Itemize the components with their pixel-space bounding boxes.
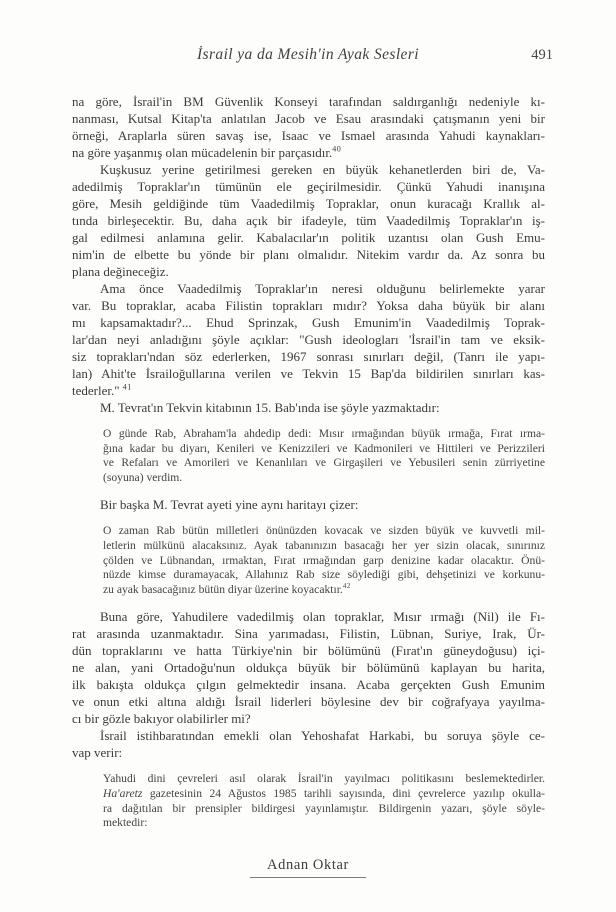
text-line: çölden ve Lübnandan, ırmaktan, Fırat ırmağından garp denizine kadar olacaktır. Önü- xyxy=(103,553,545,567)
text-line: O zaman Rab bütün milletleri önünüzden kovacak ve sizden büyük ve kuvvetli mil- xyxy=(103,524,545,538)
text-line: ğına kadar bu diyarı, Kenileri ve Kenizzileri ve Kadmonileri ve Hittileri ve Perizzileri xyxy=(103,441,545,455)
footnote-marker: 40 xyxy=(332,144,342,154)
text-line: Buna göre, Yahudilere vadedilmiş olan topraklar, Mısır ırmağı (Nil) ile Fı- xyxy=(100,609,545,625)
text-line: Yahudi dini çevreleri asıl olarak İsrail'in yayılmacı politikasını beslemektedirler. xyxy=(103,772,545,786)
text-line: Bir başka M. Tevrat ayeti yine aynı haritayı çizer: xyxy=(100,497,359,513)
text-line: lar'dan neyi anladığını şöyle açıklar: "Gush ideologları 'İsrail'in tam ve eksik- xyxy=(72,332,545,347)
text-line: mektedir: xyxy=(103,816,148,830)
text-line: örneği, Araplarla süren savaş ise, Isaac ve Ismael arasında Yahudi kaynakları- xyxy=(72,128,545,143)
text-line: gal edilmesi anlamına gelir. Kabalacılar'ın politik uzantısı olan Gush Emu- xyxy=(72,230,545,245)
text-line: Ama önce Vaadedilmiş Topraklar'ın neresi olduğunu belirlemekte yarar xyxy=(100,281,545,296)
text-line: tederler." $^{41}$ xyxy=(72,382,132,398)
footnote-marker: 41 xyxy=(122,382,132,392)
text-line: ne alan, yani Ortadoğu'nun oldukça büyük bir bölümünü kaplayan bu harita, xyxy=(72,660,545,676)
page-footer xyxy=(0,856,616,878)
page-body xyxy=(72,93,545,842)
paragraph xyxy=(72,161,545,280)
page-header xyxy=(0,46,616,68)
text-line: (soyuna) verdim. xyxy=(103,470,183,484)
paragraph xyxy=(72,608,545,727)
text-line: Ha'aretz gazetesinin 24 Ağustos 1985 tarihli sayısında, dini çevrelerce yazılıp okulla- xyxy=(103,786,545,800)
text-line: var. Bu topraklar, acaba Filistin toprakları mıdır? Yoksa daha büyük bir alanı xyxy=(72,298,545,313)
paragraph xyxy=(72,496,545,513)
block-quote xyxy=(103,772,545,830)
text-line: ilk bakışta oldukça çılgın gelmektedir insana. Acaba gerçekten Gush Emunim xyxy=(72,677,545,693)
text-line: dün topraklarını ve hatta Türkiye'nin bir bölümünü (Fırat'ın güneydoğusu) içi- xyxy=(72,643,545,659)
text-line: nim'in de elbette bu yönde bir planı olmalıdır. Nitekim vardır da. Az sonra bu xyxy=(72,247,545,262)
text-line: adedilmiş Topraklar'ın tümünün ele geçirilmesidir. Çünkü Yahudi inanışına xyxy=(72,179,545,194)
text-line: zu ayak basacağınız bütün diyar üzerine koyacaktır.$^{42}$ xyxy=(103,582,351,596)
text-line: tında birleşecektir. Bu, daha açık bir ifadeyle, tüm Vaadedilmiş Topraklar'ın iş- xyxy=(72,213,545,228)
text-line: plana değineceğiz. xyxy=(72,264,169,279)
author-name: Adnan Oktar xyxy=(250,857,366,878)
page-number: 491 xyxy=(531,47,553,63)
paragraph xyxy=(72,727,545,761)
text-line: rat arasında uzanmaktadır. Sina yarımadası, Filistin, Lübnan, Suriye, Irak, Ür- xyxy=(72,626,545,642)
text-line: ve onun etki altına aldığı İsrail liderleri böylesine dev bir coğrafyaya yayılma- xyxy=(72,694,545,710)
text-line: cı bir gözle bakıyor olabilirler mi? xyxy=(72,711,251,727)
text-line: na göre, İsrail'in BM Güvenlik Konseyi tarafından saldırganlığı nedeniyle kı- xyxy=(72,94,545,109)
text-line: İsrail istihbaratından emekli olan Yehoshafat Harkabi, bu soruya şöyle ce- xyxy=(100,728,545,744)
text-line: nüzde kimse duramayacak, Allahınız Rab size söylediği gibi, dehşetinizi ve korkunu- xyxy=(103,568,545,582)
text-line: ra dağıtılan bir prensipler bildirgesi yayınlamıştır. Bildirgenin yazarı, şöyle söyle- xyxy=(103,801,545,815)
block-quote xyxy=(103,524,545,597)
block-quote xyxy=(103,427,545,485)
text-line: letlerin mülkünü alacaksınız. Ayak tabanınızın basacağı her yer sizin olacak, sınırınız xyxy=(103,538,545,552)
paragraph xyxy=(72,280,545,399)
text-line: na göre yaşanmış olan mücadelenin bir parçasıdır.$^{40}$ xyxy=(72,144,342,160)
text-line: siz toprakları'ndan söz ederlerken, 1967 sonrası sınırları değil, (Tanrı ile yapı- xyxy=(72,349,545,364)
text-line: vap verir: xyxy=(72,745,123,761)
page-title: İsrail ya da Mesih'in Ayak Sesleri xyxy=(197,46,419,63)
paragraph xyxy=(72,399,545,416)
text-line: ve Refaları ve Amorileri ve Kenanlıları ve Girgaşileri ve Yebusileri senin zürriyetine xyxy=(103,456,545,470)
text-line: mı kapsamaktadır?... Ehud Sprinzak, Gush Emunim'in Vaadedilmiş Toprak- xyxy=(72,315,545,330)
text-line: O günde Rab, Abraham'la ahdedip dedi: Mısır ırmağından büyük ırmağa, Fırat ırma- xyxy=(103,427,545,440)
text-line: lan) Ahit'te İsrailoğullarına verilen ve Tekvin 15 Bap'da bildirilen sınırları kas- xyxy=(72,366,545,381)
paragraph xyxy=(72,93,545,161)
text-line: M. Tevrat'ın Tekvin kitabının 15. Bab'ında ise şöyle yazmaktadır: xyxy=(100,400,440,415)
footnote-marker: 42 xyxy=(342,582,351,590)
text-line: Kuşkusuz yerine getirilmesi gereken en büyük kehanetlerden biri de, Va- xyxy=(100,162,545,177)
text-line: göre, Mesih geldiğinde tüm Vaadedilmiş Topraklar, onun kuracağı Krallık al- xyxy=(72,196,545,211)
text-line: nanması, Kutsal Kitap'ta anlatılan Jacob ve Esau arasındaki çatışmanın yeni bir xyxy=(72,111,545,126)
